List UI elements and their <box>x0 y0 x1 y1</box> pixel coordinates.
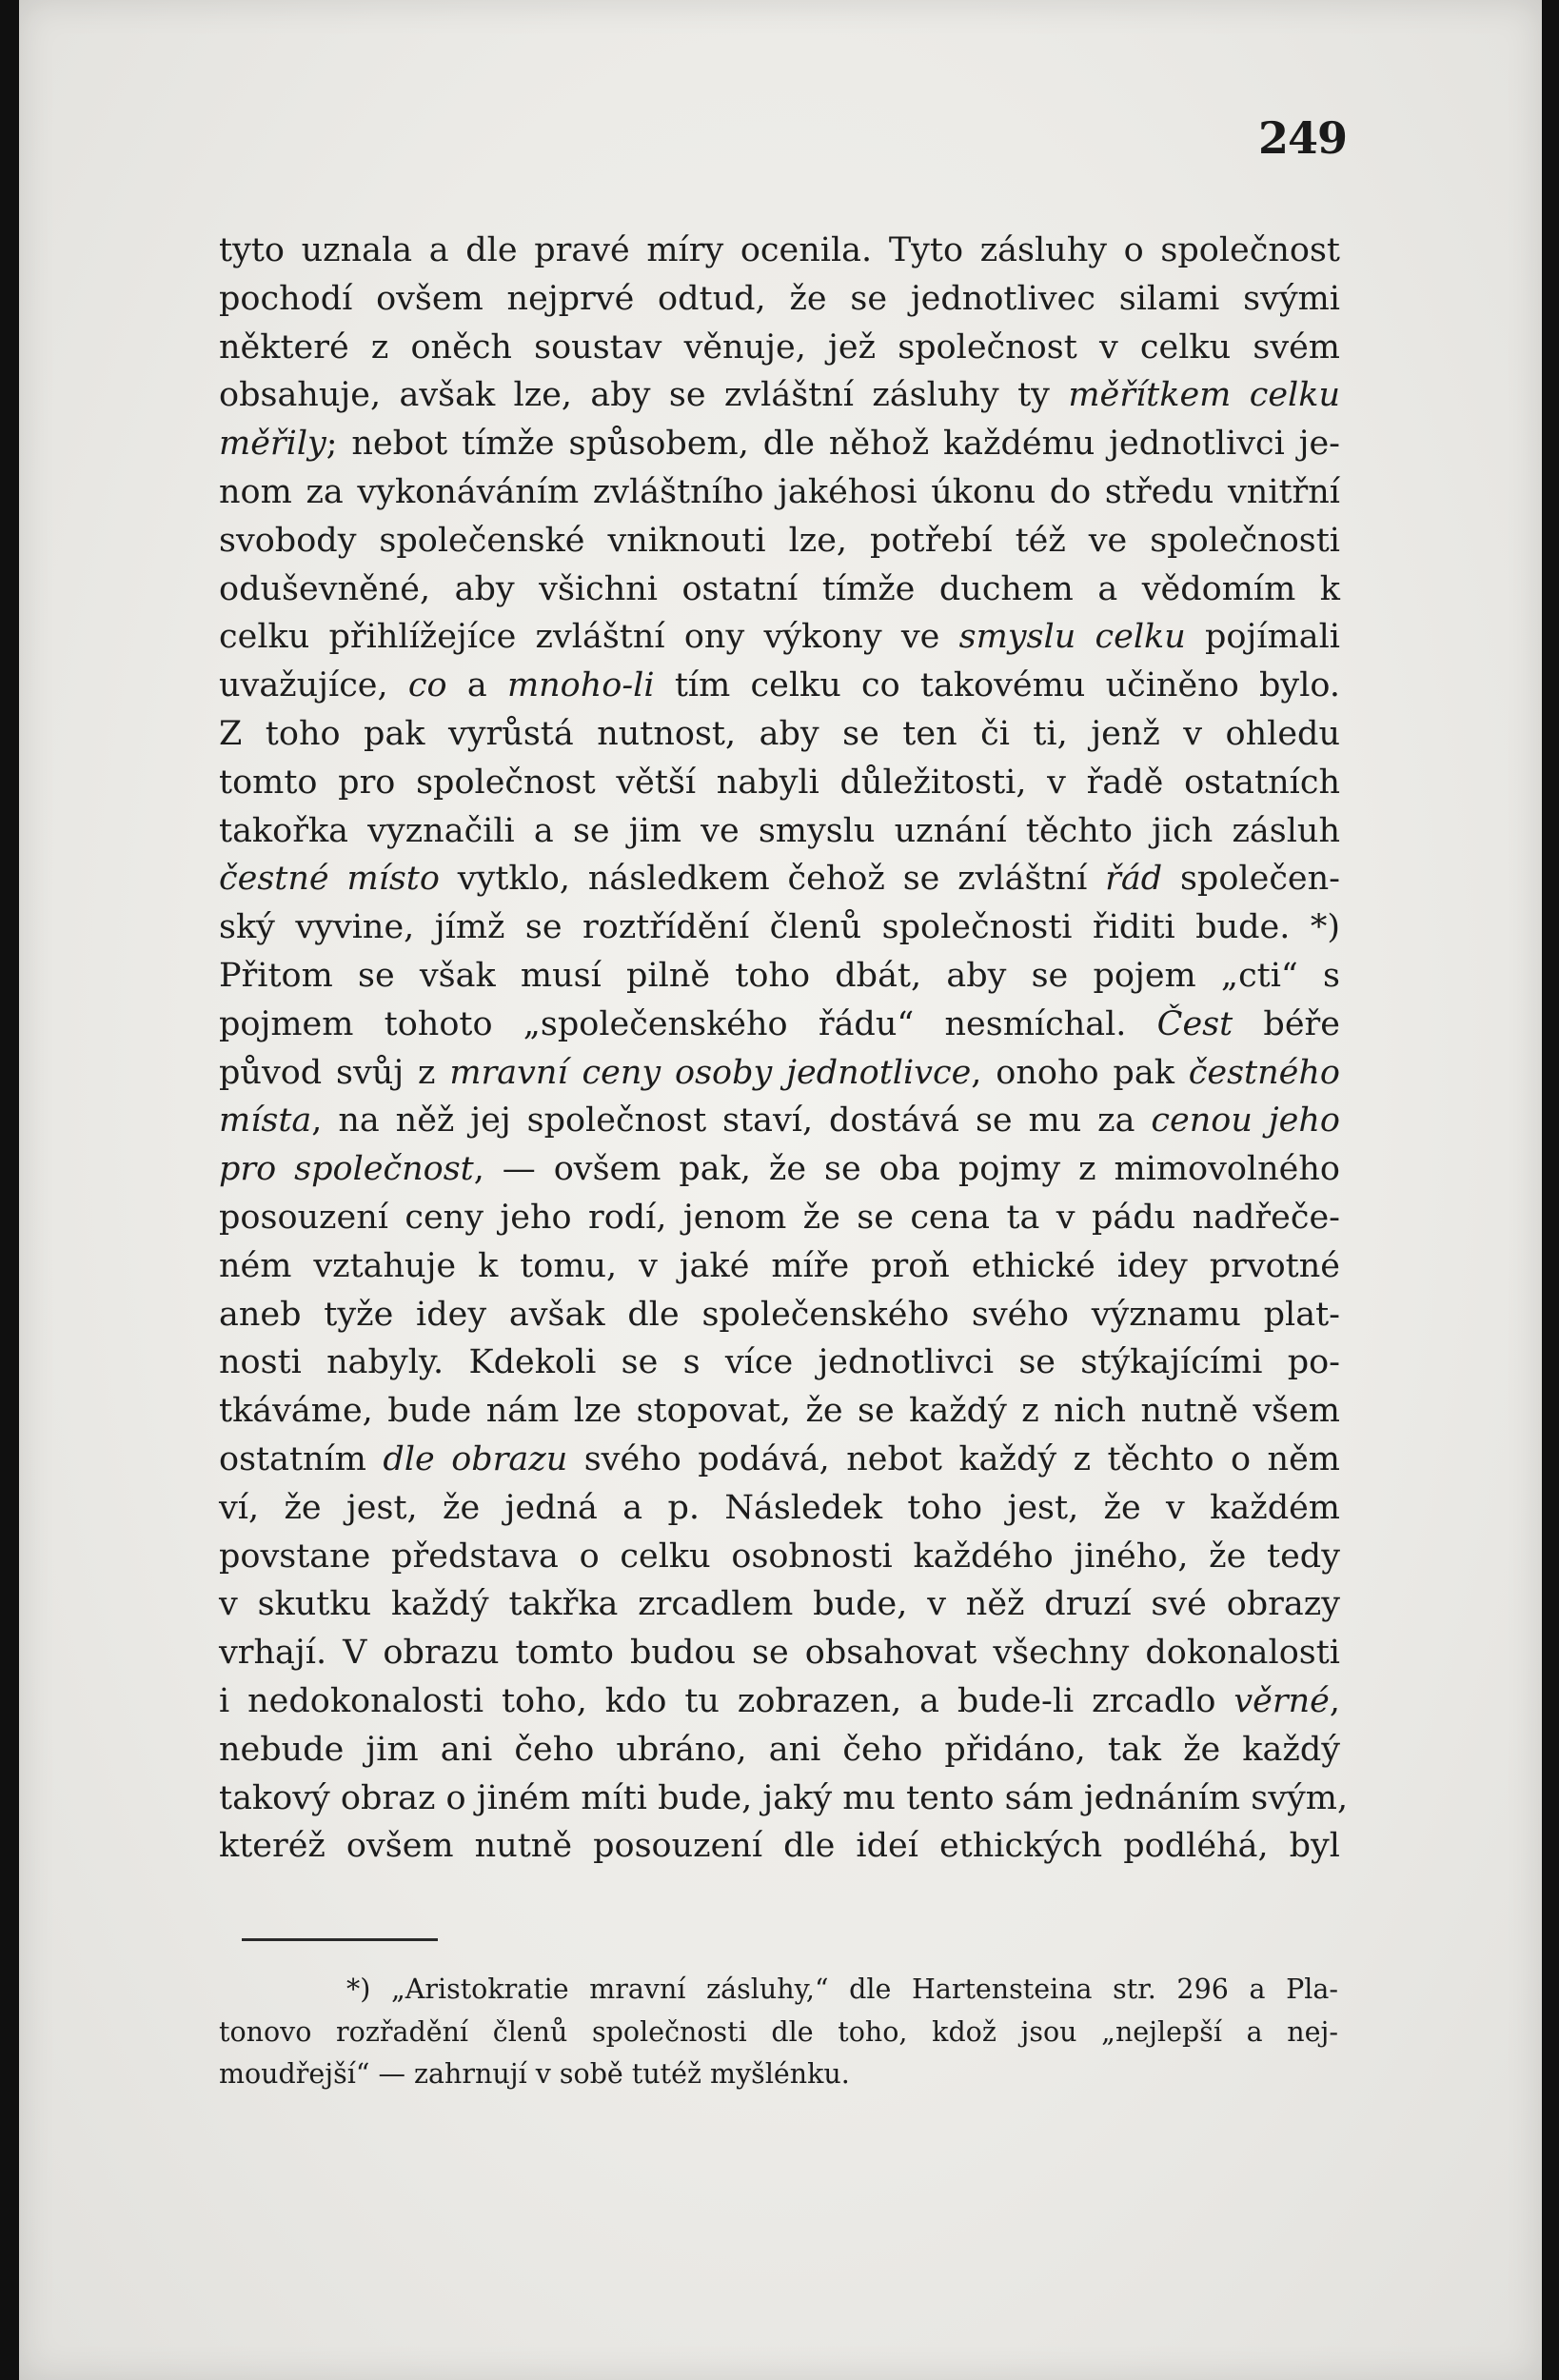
lines-line <box>219 613 1340 662</box>
italic-text: měřítkem celku <box>1068 376 1341 415</box>
text-run: kteréž ovšem nutně posouzení dle ideí ethických podléhá, byl <box>219 1827 1340 1866</box>
italic-text: mravní ceny osoby jednotlivce <box>449 1053 972 1092</box>
text-run: béře <box>1233 1004 1340 1043</box>
text-run: společen- <box>1162 860 1341 899</box>
lines-line <box>219 1242 1340 1291</box>
text-run: ví, že jest, že jedná a p. Následek toho jest, že v každém <box>219 1488 1340 1527</box>
lines-line <box>219 1291 1340 1339</box>
italic-text: řád <box>1105 860 1163 899</box>
italic-text: místa <box>219 1101 312 1140</box>
text-run: povstane představa o celku osobnosti každého jiného, že tedy <box>219 1537 1340 1576</box>
body-text <box>219 227 1349 1871</box>
text-run: moudřejší“ — zahrnují v sobě tutéž myšlénku. <box>219 2058 850 2090</box>
lines-line <box>219 1387 1340 1436</box>
book-page <box>19 0 1542 2380</box>
text-run: posouzení ceny jeho rodí, jenom že se cena ta v pádu nadřeče- <box>219 1198 1340 1237</box>
lines-line <box>219 517 1340 565</box>
lines-line <box>219 1339 1340 1387</box>
text-run: oduševněné, aby všichni ostatní tímže duchem a vědomím k <box>219 569 1340 608</box>
italic-text: měřily <box>219 425 326 464</box>
lines-line <box>219 1533 1340 1581</box>
lines-line <box>219 1726 1340 1775</box>
text-run: nom za vykonáváním zvláštního jakéhosi úkonu do středu vnitřní <box>219 472 1340 511</box>
text-run: ský vyvine, jímž se roztřídění členů společnosti řiditi bude. *) <box>219 908 1340 947</box>
lines-line <box>219 1001 1340 1049</box>
lines-line <box>219 565 1340 614</box>
italic-text: čestné místo <box>219 860 440 899</box>
text-run: pojímali <box>1185 618 1340 657</box>
text-run: nosti nabyly. Kdekoli se s více jednotlivci se stýkajícími po- <box>219 1343 1340 1382</box>
text-run: ostatním <box>219 1439 384 1478</box>
italic-text: cenou jeho <box>1151 1101 1340 1140</box>
lines-line <box>219 1097 1340 1145</box>
lines-line <box>219 275 1340 324</box>
lines-line <box>219 662 1340 710</box>
italic-text: smyslu celku <box>958 618 1186 657</box>
text-run: ; nebot tímže spůsobem, dle něhož každému jednotlivci je- <box>326 425 1340 464</box>
italic-text: pro společnost <box>219 1150 474 1189</box>
lines-line <box>219 468 1340 517</box>
text-run: tkáváme, bude nám lze stopovat, že se každý z nich nutně všem <box>219 1392 1340 1431</box>
text-run: vytklo, následkem čehož se zvláštní <box>439 860 1106 899</box>
text-run: , <box>1329 1681 1340 1720</box>
lines-line <box>219 1677 1340 1726</box>
lines-line <box>219 710 1340 759</box>
lines-line <box>219 227 1340 275</box>
text-run: tomto pro společnost větší nabyli důležitosti, v řadě ostatních <box>219 763 1340 802</box>
text-run: Přitom se však musí pilně toho dbát, aby se pojem „cti“ s <box>219 956 1340 995</box>
text-run: obsahuje, avšak lze, aby se zvláštní zásluhy ty <box>219 376 1069 415</box>
text-run: pochodí ovšem nejprvé odtud, že se jednotlivec silami svými <box>219 279 1340 318</box>
text-run: v skutku každý takřka zrcadlem bude, v něž druzí své obrazy <box>219 1585 1340 1624</box>
footnote-line <box>219 1969 1338 2012</box>
text-run: tonovo rozřadění členů společnosti dle toho, kdož jsou „nejlepší a nej- <box>219 2015 1338 2048</box>
text-run: *) „Aristokratie mravní zásluhy,“ dle Hartensteina str. 296 a Pla- <box>346 1973 1338 2005</box>
italic-text: co <box>407 666 447 705</box>
footnote-line <box>219 2012 1338 2054</box>
lines-line <box>219 1194 1340 1242</box>
lines-line <box>219 807 1340 856</box>
text-run: pojmem tohoto „společenského řádu“ nesmíchal. <box>219 1004 1157 1043</box>
footnote-rule <box>242 1938 438 1941</box>
lines-line <box>219 1049 1340 1098</box>
text-run: vrhají. V obrazu tomto budou se obsahovat všechny dokonalosti <box>219 1634 1340 1673</box>
lines-line <box>219 420 1340 468</box>
lines-line <box>219 1436 1340 1484</box>
lines-line <box>219 759 1340 807</box>
lines-line <box>219 952 1340 1001</box>
lines-line <box>219 1629 1340 1677</box>
text-run: některé z oněch soustav věnuje, jež společnost v celku svém <box>219 327 1340 367</box>
text-run: , — ovšem pak, že se oba pojmy z mimovolného <box>473 1150 1340 1189</box>
lines-line <box>219 903 1340 952</box>
lines-line <box>219 1775 1349 1823</box>
text-run: takový obraz o jiném míti bude, jaký mu tento sám jednáním svým, <box>219 1778 1349 1817</box>
text-run: původ svůj z <box>219 1053 450 1092</box>
text-run: tyto uznala a dle pravé míry ocenila. Tyto zásluhy o společnost <box>219 231 1340 269</box>
lines-line <box>219 1145 1340 1194</box>
lines-line <box>219 1484 1340 1533</box>
italic-text: čestného <box>1188 1053 1340 1092</box>
text-run: Z toho pak vyrůstá nutnost, aby se ten či ti, jenž v ohledu <box>219 714 1340 753</box>
text-run: celku přihlížejíce zvláštní ony výkony ve <box>219 618 959 657</box>
text-run: nebude jim ani čeho ubráno, ani čeho přidáno, tak že každý <box>219 1730 1340 1769</box>
lines-line <box>219 324 1340 372</box>
italic-text: mnoho-li <box>506 666 655 705</box>
text-run: svého podává, nebot každý z těchto o něm <box>567 1439 1340 1478</box>
text-run: uvažujíce, <box>219 666 408 705</box>
lines-line <box>219 1822 1340 1871</box>
italic-text: Čest <box>1156 1004 1233 1043</box>
text-run: tím celku co takovému učiněno bylo. <box>654 666 1340 705</box>
text-run: , onoho pak <box>971 1053 1189 1092</box>
italic-text: věrné <box>1233 1681 1330 1720</box>
text-run: a <box>446 666 507 705</box>
text-run: aneb tyže idey avšak dle společenského svého významu plat- <box>219 1295 1340 1334</box>
text-run: i nedokonalosti toho, kdo tu zobrazen, a bude-li zrcadlo <box>219 1681 1234 1720</box>
lines-line <box>219 1580 1340 1629</box>
lines-line <box>219 855 1340 903</box>
text-run: takořka vyznačili a se jim ve smyslu uznání těchto jich zásluh <box>219 811 1340 850</box>
text-run: svobody společenské vniknouti lze, potřebí též ve společnosti <box>219 521 1340 560</box>
italic-text: dle obrazu <box>383 1439 568 1478</box>
text-run: , na něž jej společnost staví, dostává se mu za <box>311 1101 1152 1140</box>
page-number: 249 <box>1258 112 1348 164</box>
footnote <box>219 1969 1338 2096</box>
text-run: ném vztahuje k tomu, v jaké míře proň ethické idey prvotné <box>219 1246 1340 1285</box>
lines-line <box>219 371 1340 420</box>
footnote-line <box>219 2053 1338 2096</box>
